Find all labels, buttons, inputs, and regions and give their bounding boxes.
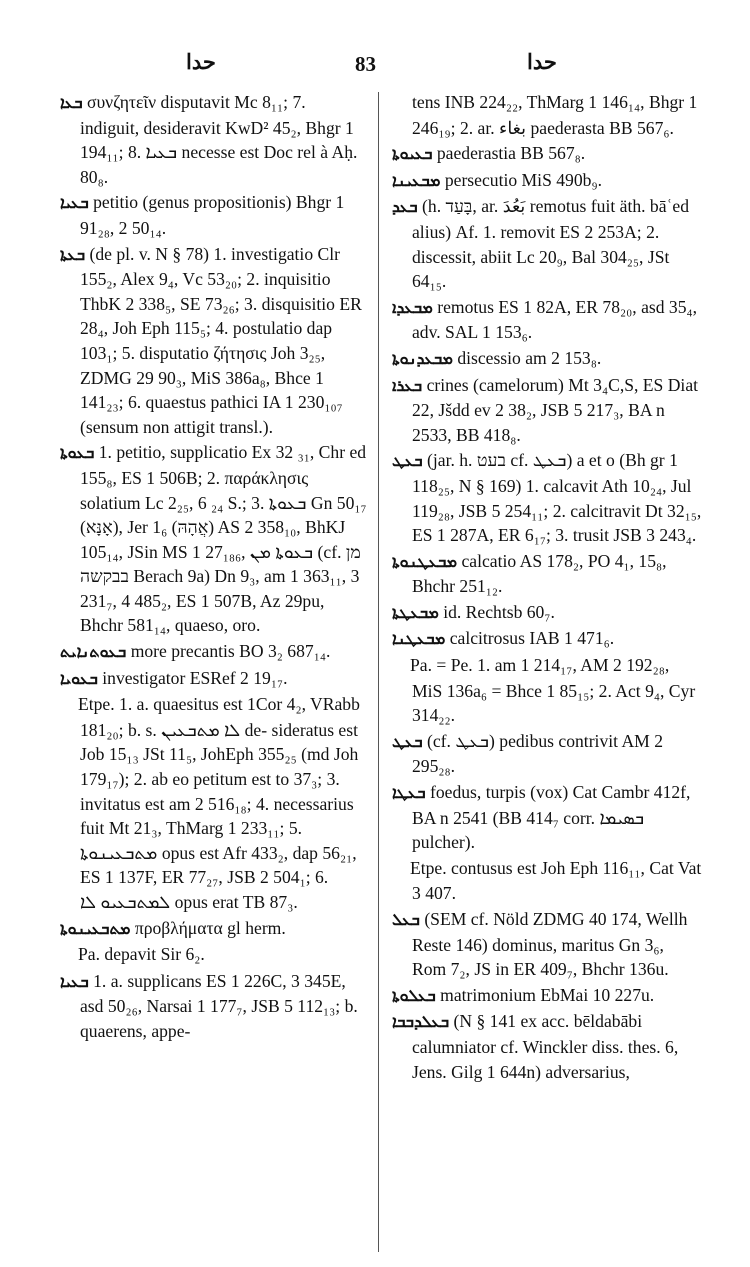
dictionary-entry [392,729,702,779]
dictionary-entry [392,626,702,652]
entry-text: investigator ESRef 2 19₁₇. [102,667,288,688]
dictionary-entry [392,346,702,372]
entry-text: tens INB 224₂₂, ThMarg 1 146₁₄, Bhgr 1 246₁₉; 2. ar. بغاء paederasta BB 567₆. [412,92,698,138]
syriac-headword: ܡܒܥܕܢܘܬܐ [392,348,453,368]
syriac-headword: ܒܥܝܐ [60,971,89,991]
dictionary-entry [392,1009,702,1084]
entry-text: (SEM cf. Nöld ZDMG 40 174, Wellh Reste 146) dominus, maritus Gn 3₆, Rom 7₂, JS in ER 409₇, Bhchr 136u. [412,909,688,980]
dictionary-entry [392,549,702,599]
column-divider [378,92,379,1252]
dictionary-entry [392,448,702,547]
entry-text: 1. petitio, supplicatio Ex 32 ₃₁, Chr ed 155₈, ES 1 506B; 2. παράκλησις solatium Lc 2₂₅, 6 ₂₄ S.; 3. ܒܥܘܬܐ Gn 50₁₇ (אָנָּא), Jer 1₆ (אֲהָהּ) AS 2 358₁₀, BhKJ 105₁₄, JSin MS 1 27₁₈₆, ܒܥܘܬܐ ܡܢ (cf. מן בבקשה Berach 9a) Dn 9₃, am 1 363₁₁, 3 231₇, 4 485₂, ES 1 507B, Az 29pu, Bhchr 581₁₄, quaeso, oro. [80,442,367,636]
page-number: 83 [355,52,376,76]
syriac-headword: ܒܥܘܝܐ [60,668,98,688]
entry-text: (de pl. v. N § 78) 1. investigatio Clr 155₂, Alex 9₄, Vc 53₂₀; 2. inquisitio ThbK 2 338₅, SE 73₂₆; 3. disquisitio ER 28₄, Joh Eph 115₅; 4. postulatio dap 103₁; 5. disputatio ζήτησις Joh 3₂₅, ZDMG 29 90₃, MiS 386a₈, Bhce 1 141₂₃; 6. quaestus pathici IA 1 230₁₀₇ (sensum non attigit transl.). [80,243,362,437]
entry-text: paederastia BB 567₈. [436,143,586,164]
dictionary-entry [392,168,702,194]
syriac-headword: ܒܥܘܬܢܐܝܬ [60,642,127,662]
syriac-headword: ܒܥܪܐ [392,375,423,395]
dictionary-entry [392,295,702,345]
syriac-headword: ܒܥܛ [392,451,423,471]
entry-text: συνζητεῖν disputavit Mc 8₁₁; 7. indiguit, desideravit KwD² 45₂, Bhgr 1 194₁₁; 8. ܒܥܝܐ necesse est Doc rel à Aḥ. 80₈. [80,92,358,187]
syriac-headword: ܒܥܬܐ [60,244,86,264]
page-header [0,50,750,80]
stem-entry [392,856,702,906]
dictionary-entry [60,242,368,440]
syriac-headword: ܒܥܝܐ [60,193,89,213]
dictionary-entry [60,916,368,942]
dictionary-entry [60,666,368,692]
entry-text: more precantis BO 3₂ 687₁₄. [130,641,331,662]
entry-text: matrimonium EbMai 10 227u. [440,984,655,1005]
syriac-headword: ܡܬܒܥܝܢܘܬܐ [60,918,131,938]
syriac-headword: ܒܥܛܐ [392,783,426,803]
syriac-headword: ܡܒܥܛܢܐ [392,629,446,649]
stem-entry [392,653,702,728]
dictionary-entry [392,600,702,626]
dictionary-entry [60,969,368,1044]
header-right-word: حدا [527,50,557,74]
dictionary-entry [392,907,702,982]
right-column [392,90,702,1085]
syriac-headword: ܒܥܕ [392,197,418,217]
entry-text: Etpe. 1. a. quaesitus est 1Cor 4₂, VRabb 181₂₀; b. s. ܠܐ ܡܬܒܥܝܢ de- sideratus est Job 15₁₃ JSt 11₅, JohEph 355₂₅ (md Joh 179₁₇); 2. ab eo petitum est to 37₃; 3. invitatus est am 2 516₁₈; 4. necessarius fuit Mt 21₃, ThMarg 1 233₁₁; 5. ܡܬܒܥܝܢܘܬܐ opus est Afr 433₂, dap 56₂₁, ES 1 137F, ER 77₂₇, JSB 2 504₁; 6. ܠܡܬܒܥܝܘ ܠܐ opus erat TB 87₃. [78,694,360,912]
dictionary-entry [60,639,368,665]
syriac-headword: ܡܒܥܛܢܘܬܐ [392,551,458,571]
dictionary-entry [60,90,368,189]
dictionary-entry [392,373,702,448]
syriac-headword: ܒܥܠܕܒܒܐ [392,1012,450,1032]
stem-entry [60,942,368,968]
dictionary-entry [392,983,702,1009]
entry-text: (N § 141 ex acc. bēldabābi calumniator cf. Winckler diss. thes. 6, Jens. Gilg 1 644n) adversarius, [412,1011,679,1082]
dictionary-entry [60,440,368,638]
entry-text: id. Rechtsb 60₇. [443,601,555,622]
dictionary-entry [60,190,368,240]
syriac-headword: ܒܥܠ [392,910,420,929]
dictionary-entry [392,194,702,293]
syriac-headword: ܒܥܝܘܬܐ [392,144,433,164]
entry-text: 1. a. supplicans ES 1 226C, 3 345E, asd 50₂₆, Narsai 1 177₇, JSB 5 112₁₃; b. quaerens, appe- [80,970,358,1041]
entry-text: foedus, turpis (vox) Cat Cambr 412f, BA n 2541 (BB 414₇ corr. ܒܣܝܡܐ pulcher). [412,782,691,853]
left-column [60,90,368,1045]
syriac-headword: ܡܒܥܛܬܐ [392,602,439,622]
entry-text: Pa. = Pe. 1. am 1 214₁₇, AM 2 192₂₈, MiS 136a₆ = Bhce 1 85₁₅; 2. Act 9₄, Cyr 314₂₂. [410,655,696,726]
entry-text: calcitrosus IAB 1 471₆. [449,628,615,649]
entry-text: calcatio AS 178₂, PO 4₁, 15₈, Bhchr 251₁₂. [412,550,667,597]
entry-text: persecutio MiS 490b₉. [444,169,602,190]
header-left-word: حدا [186,50,216,74]
entry-text: προβλήματα gl herm. [134,917,286,938]
syriac-headword: ܒܥܠܘܬܐ [392,985,436,1005]
syriac-headword: ܒܥܐ [60,93,83,112]
entry-text: petitio (genus propositionis) Bhgr 1 91₂₈, 2 50₁₄. [80,192,345,238]
syriac-headword: ܒܥܛ [392,731,423,751]
dictionary-entry [392,141,702,167]
entry-text: (h. בָּעַד, ar. بَعُدَ remotus fuit äth. bāʿed alius) Af. 1. removit ES 2 253A; 2. discessit, abiit Lc 20₉, Bal 304₂₅, JSt 64₁₅. [412,196,689,292]
syriac-headword: ܒܥܘܬܐ [60,443,95,463]
entry-text: (cf. ܒܥܛ) pedibus contrivit AM 2 295₂₈. [412,730,663,777]
entry-text: (jar. h. בעט cf. ܒܥܛ) a et o (Bh gr 1 118₂₅, N § 169) 1. calcavit Ath 10₂₄, Jul 119₂₈, JSB 5 254₁₁; 2. calcitravit Dt 32₁₅, ES 1 287A, ER 6₁₇; 3. trusit JSB 3 243₄. [412,450,702,546]
entry-continuation [392,90,702,140]
entry-text: crines (camelorum) Mt 3₄C,S, ES Diat 22, Jšdd ev 2 38₂, JSB 5 217₃, BA n 2533, BB 418₈. [412,374,699,445]
entry-text: discessio am 2 153₈. [457,347,602,368]
entry-text: Etpe. contusus est Joh Eph 116₁₁, Cat Vat 3 407. [410,857,702,904]
dictionary-entry [392,780,702,855]
entry-text: Pa. depavit Sir 6₂. [78,944,205,965]
syriac-headword: ܡܒܥܕܐ [392,297,433,317]
syriac-headword: ܡܒܥܝܢܐ [392,170,441,190]
entry-text: remotus ES 1 82A, ER 78₂₀, asd 35₄, adv. SAL 1 153₆. [412,296,698,343]
stem-entry [60,692,368,914]
